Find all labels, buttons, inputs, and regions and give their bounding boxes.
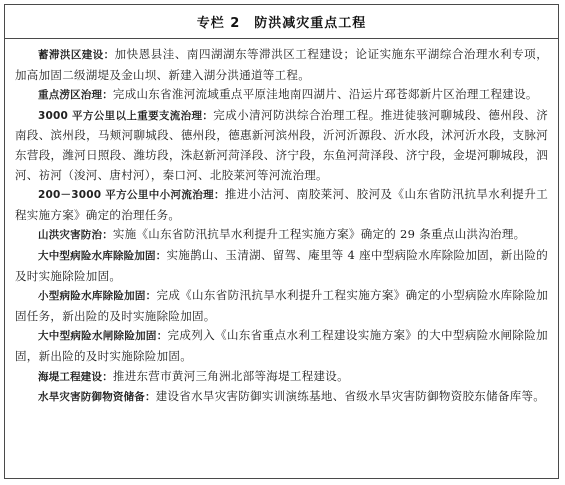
item-text: 加快恩县洼、南四湖湖东等滞洪区工程建设；论证实施东平湖综合治理水利专项，加高加固二级湖堤及金山坝、新建入湖分洪通道等工程。 (15, 47, 549, 82)
item-heading: 重点涝区治理： (38, 89, 113, 102)
item-text: 推进东营市黄河三角洲北部等海堤工程建设。 (112, 368, 349, 383)
item-small-medium-rivers (15, 185, 548, 225)
item-heading: 大中型病险水库除险加固： (38, 249, 167, 262)
item-major-tributaries (15, 106, 548, 185)
item-heading: 海堤工程建设： (38, 370, 113, 383)
item-large-reservoirs (15, 246, 548, 286)
item-heading: 山洪灾害防治： (38, 229, 113, 242)
item-text: 完成山东省淮河流域重点平原洼地南四湖片、沿运片邳苍郯新片区治理工程建设。 (112, 87, 538, 102)
item-materials-reserve (15, 387, 548, 408)
item-flood-storage-area (15, 45, 548, 85)
item-waterlogging-area (15, 85, 548, 106)
feature-box-header (5, 5, 558, 39)
item-text: 推进小沽河、南胶莱河、胶河及《山东省防汛抗旱水利提升工程实施方案》确定的治理任务。 (15, 187, 548, 222)
item-sluice-gates (15, 326, 548, 366)
item-heading: 大中型病险水闸除险加固： (38, 330, 168, 343)
item-heading: 200－3000 平方公里中小河流治理： (38, 189, 225, 202)
item-heading: 3000 平方公里以上重要支流治理： (38, 109, 214, 122)
feature-box-label: 专栏 2 (196, 16, 241, 31)
feature-box-heading: 防洪减灾重点工程 (254, 16, 367, 31)
feature-box (4, 4, 559, 479)
feature-box-body (5, 39, 558, 408)
item-mountain-flood (15, 225, 548, 246)
item-text: 完成《山东省防汛抗旱水利提升工程实施方案》确定的小型病险水库除险加固任务，新出险的及时实施除险加固。 (15, 288, 548, 323)
item-text: 建设省水旱灾害防御实训演练基地、省级水旱灾害防御物资胶东储备库等。 (155, 389, 546, 404)
item-heading: 小型病险水库除险加固： (38, 290, 157, 303)
item-text: 完成列入《山东省重点水利工程建设实施方案》的大中型病险水闸除险加固，新出险的及时实施除险加固。 (15, 328, 548, 363)
item-small-reservoirs (15, 286, 548, 326)
item-heading: 蓄滞洪区建设： (38, 49, 115, 61)
item-heading: 水旱灾害防御物资储备： (38, 391, 156, 404)
item-text: 完成小清河防洪综合治理工程。推进徒骇河聊城段、德州段、济南段、滨州段，马颊河聊城段、德州段，德惠新河滨州段，沂河沂源段、沂水段，沭河沂水段，支脉河东营段，潍河日照段、潍坊段，洙赵新河菏泽段、济宁段，东鱼河菏泽段、济宁段，金堤河聊城段，泗河、祊河（浚河、唐村河），秦口河、北胶莱河等河流治理。 (15, 107, 548, 182)
item-text: 实施《山东省防汛抗旱水利提升工程实施方案》确定的 29 条重点山洪沟治理。 (112, 227, 526, 242)
feature-box-title (197, 12, 367, 31)
item-text: 实施鹊山、玉清湖、留驾、庵里等 4 座中型病险水库除险加固，新出险的及时实施除险加固。 (15, 247, 549, 283)
item-seawall (15, 367, 548, 388)
